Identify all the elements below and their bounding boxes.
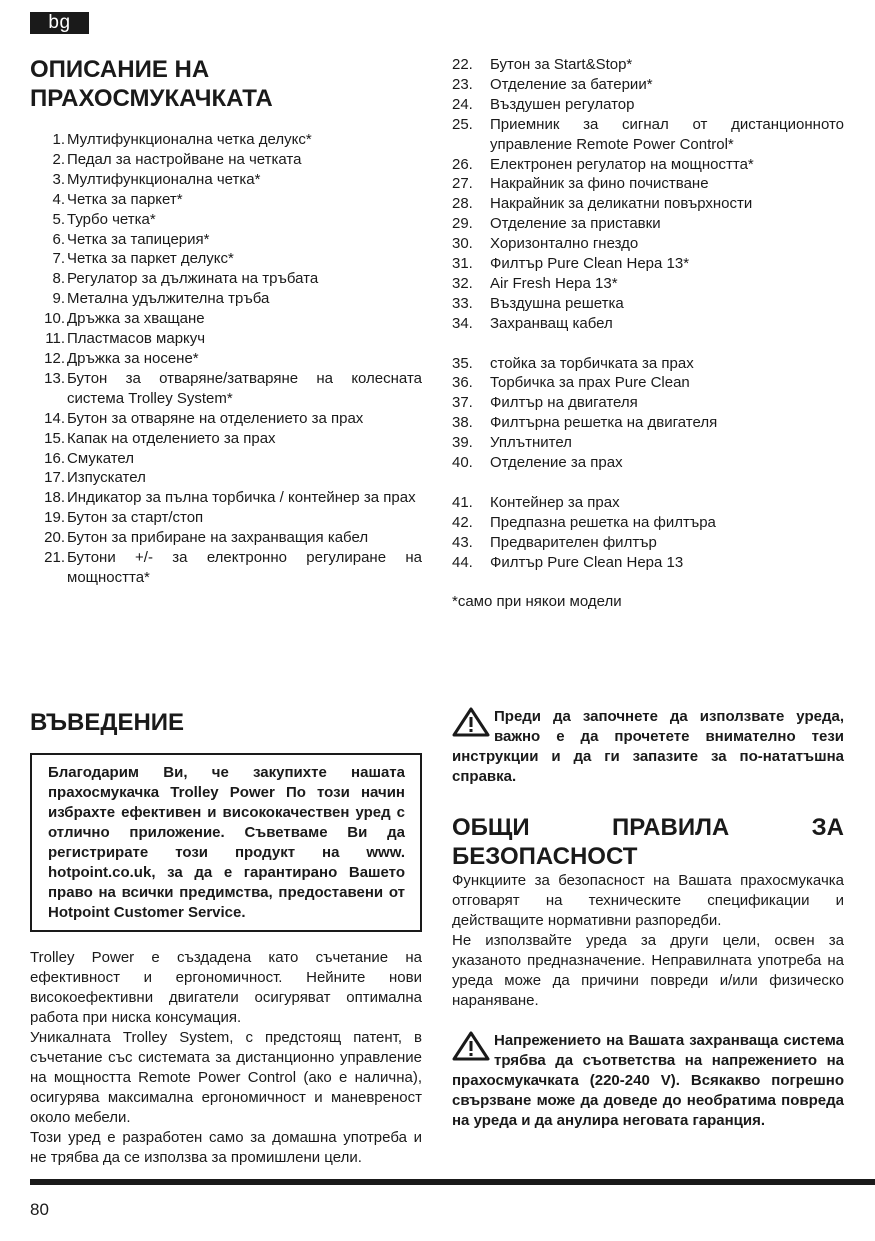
list-gap bbox=[452, 473, 844, 493]
item-text: Контейнер за прах bbox=[490, 493, 620, 511]
item-number: 32. bbox=[452, 274, 473, 292]
item-number: 26. bbox=[452, 155, 473, 173]
item-text: Капак на отделението за прах bbox=[67, 429, 276, 447]
item-text: Въздушна решетка bbox=[490, 294, 624, 312]
item-text: Пластмасов маркуч bbox=[67, 330, 206, 348]
safety-column bbox=[452, 707, 844, 1131]
item-text: Бутон за Start&Stop* bbox=[490, 56, 633, 73]
item-text: Мултифункционална четка делукс* bbox=[67, 131, 312, 148]
list-item bbox=[452, 354, 844, 374]
item-number: 2. bbox=[52, 150, 65, 168]
item-number: 35. bbox=[452, 354, 473, 372]
item-number: 28. bbox=[452, 195, 473, 213]
description-section bbox=[30, 55, 422, 588]
item-text: Филтър на двигателя bbox=[490, 394, 638, 412]
list-item bbox=[452, 433, 844, 453]
list-item bbox=[30, 170, 422, 190]
list-item bbox=[452, 294, 844, 314]
item-text: Смукател bbox=[67, 449, 135, 467]
parts-list-right-2 bbox=[452, 354, 844, 473]
description-title: ОПИСАНИЕ НА ПРАХОСМУКАЧКАТА bbox=[30, 56, 273, 112]
list-item bbox=[452, 254, 844, 274]
item-number: 30. bbox=[452, 235, 473, 253]
list-item bbox=[452, 55, 844, 75]
item-text: Индикатор за пълна торбичка / контейнер за прах bbox=[67, 489, 416, 507]
item-text: Предпазна решетка на филтъра bbox=[490, 513, 716, 531]
intro-paragraph: Този уред е разработен само за домашна употреба и не трябва да се използва за промишлени цели. bbox=[30, 1129, 422, 1166]
item-text: Хоризонтално гнездо bbox=[490, 235, 639, 253]
parts-list-left bbox=[30, 130, 422, 588]
list-item bbox=[452, 493, 844, 513]
item-text: Захранващ кабел bbox=[490, 314, 613, 332]
item-text: Предварителен филтър bbox=[490, 533, 657, 551]
thank-you-box: Благодарим Ви, че закупихте нашата прахосмукачка Trolley Power По този начин избрахте ефективен и висококачествен уред с отлично приложение. Съветваме Ви да регистрирате този продукт на www. hotpoint.co.uk, за да е гарантирано Вашето право на всички предимства, предоставени от Hotpoint Customer Service. bbox=[30, 753, 422, 932]
item-text: Отделение за батерии* bbox=[490, 75, 653, 93]
item-number: 8. bbox=[52, 270, 65, 288]
list-item bbox=[452, 274, 844, 294]
list-item bbox=[30, 269, 422, 289]
list-item bbox=[30, 468, 422, 488]
read-instructions-warning: Преди да започнете да използвате уреда, важно е да прочетете внимателно тези инструкции и да ги запазите за по-нататъшна справка. bbox=[452, 708, 844, 785]
list-item bbox=[30, 130, 422, 150]
item-number: 44. bbox=[452, 553, 473, 571]
list-item bbox=[452, 115, 844, 155]
parts-list-right-1 bbox=[452, 55, 844, 334]
item-number: 29. bbox=[452, 215, 473, 233]
item-number: 12. bbox=[44, 349, 65, 367]
list-item bbox=[30, 369, 422, 409]
language-tag: bg bbox=[30, 12, 89, 34]
item-text: Турбо четка* bbox=[67, 210, 156, 228]
list-item bbox=[452, 314, 844, 334]
item-text: Бутон за прибиране на захранващия кабел bbox=[67, 529, 369, 547]
list-item bbox=[30, 249, 422, 269]
item-number: 9. bbox=[52, 290, 65, 308]
item-text: Торбичка за прах Pure Clean bbox=[490, 374, 690, 392]
item-text: Метална удължителна тръба bbox=[67, 290, 270, 308]
list-item bbox=[30, 190, 422, 210]
list-item bbox=[452, 214, 844, 234]
list-item bbox=[452, 533, 844, 553]
item-text: Накрайник за фино почистване bbox=[490, 175, 709, 193]
list-item bbox=[30, 309, 422, 329]
item-number: 41. bbox=[452, 493, 473, 511]
item-number: 11. bbox=[45, 330, 65, 348]
item-number: 6. bbox=[52, 230, 65, 248]
list-item bbox=[30, 488, 422, 508]
warning-triangle-icon bbox=[452, 1031, 490, 1061]
item-number: 14. bbox=[44, 409, 65, 427]
models-footnote: *само при някои модели bbox=[452, 593, 622, 611]
list-item bbox=[452, 75, 844, 95]
item-number: 24. bbox=[452, 95, 473, 113]
item-number: 27. bbox=[452, 175, 473, 193]
page-number: 80 bbox=[30, 1200, 49, 1219]
item-text: Бутони +/- за електронно регулиране на мощността* bbox=[67, 549, 422, 586]
item-text: Уплътнител bbox=[490, 434, 572, 452]
item-number: 10. bbox=[44, 310, 65, 328]
item-number: 20. bbox=[44, 529, 65, 547]
list-item bbox=[452, 194, 844, 214]
item-number: 13. bbox=[44, 369, 65, 387]
item-text: Филтърна решетка на двигателя bbox=[490, 414, 718, 432]
safety-paragraph: Не използвайте уреда за други цели, освен за указаното предназначение. Неправилната употреба на уреда може да причини повреди и/или физическо нараняване. bbox=[452, 932, 844, 1009]
intro-paragraph: Trolley Power е създадена като съчетание на ефективност и ергономичност. Нейните нови високоефективни двигатели осигуряват оптимална работа при ниска консумация. bbox=[30, 949, 422, 1026]
item-text: Регулатор за дължината на тръбата bbox=[67, 270, 319, 288]
item-number: 34. bbox=[452, 314, 473, 332]
item-text: Приемник за сигнал от дистанционното управление Remote Power Control* bbox=[490, 115, 844, 153]
item-number: 43. bbox=[452, 533, 473, 551]
safety-title: ОБЩИ ПРАВИЛА ЗА БЕЗОПАСНОСТ bbox=[452, 814, 844, 870]
list-item bbox=[452, 234, 844, 254]
list-item bbox=[452, 155, 844, 175]
item-number: 40. bbox=[452, 454, 473, 472]
parts-list-right-3 bbox=[452, 493, 844, 573]
list-item bbox=[30, 349, 422, 369]
list-item bbox=[452, 513, 844, 533]
list-item bbox=[452, 174, 844, 194]
footer-rule bbox=[30, 1179, 875, 1185]
list-item bbox=[30, 508, 422, 528]
list-item bbox=[452, 373, 844, 393]
item-number: 7. bbox=[52, 250, 65, 268]
list-item bbox=[452, 393, 844, 413]
list-item bbox=[452, 95, 844, 115]
list-item bbox=[30, 150, 422, 170]
item-text: Въздушен регулатор bbox=[490, 95, 635, 113]
list-item bbox=[30, 409, 422, 429]
item-number: 17. bbox=[44, 469, 65, 487]
item-text: Дръжка за хващане bbox=[67, 310, 205, 328]
item-number: 15. bbox=[44, 429, 65, 447]
item-text: Филтър Pure Clean Hepa 13 bbox=[490, 553, 684, 571]
list-item bbox=[30, 210, 422, 230]
item-text: Изпускател bbox=[67, 469, 146, 487]
list-item bbox=[30, 230, 422, 250]
item-number: 22. bbox=[452, 56, 473, 73]
item-text: Накрайник за деликатни повърхности bbox=[490, 195, 753, 213]
list-item bbox=[30, 289, 422, 309]
item-number: 25. bbox=[452, 115, 473, 133]
item-text: Педал за настройване на четката bbox=[67, 150, 302, 168]
item-text: Дръжка за носене* bbox=[67, 349, 199, 367]
item-number: 33. bbox=[452, 294, 473, 312]
list-item bbox=[452, 413, 844, 433]
list-item bbox=[452, 553, 844, 573]
item-number: 5. bbox=[52, 210, 65, 228]
list-item bbox=[452, 453, 844, 473]
item-number: 38. bbox=[452, 414, 473, 432]
item-number: 36. bbox=[452, 374, 473, 392]
list-item bbox=[30, 329, 422, 349]
item-text: Електронен регулатор на мощността* bbox=[490, 155, 754, 173]
item-number: 31. bbox=[452, 255, 473, 273]
item-number: 42. bbox=[452, 513, 473, 531]
item-text: Филтър Pure Clean Hepa 13* bbox=[490, 255, 690, 273]
item-number: 19. bbox=[44, 509, 65, 527]
item-text: Четка за паркет* bbox=[67, 190, 183, 208]
item-number: 1. bbox=[52, 131, 65, 148]
item-text: Отделение за прах bbox=[490, 454, 623, 472]
item-text: Мултифункционална четка* bbox=[67, 170, 261, 188]
item-number: 21. bbox=[44, 549, 65, 567]
parts-list-continued bbox=[452, 55, 844, 612]
list-gap bbox=[452, 573, 844, 593]
intro-paragraph: Уникалната Trolley System, с предстоящ патент, в съчетание със системата за дистанционно управление на мощността Remote Power Control (ако е налична), осигурява максимална ергономичност и маневреност около мебели. bbox=[30, 1029, 422, 1126]
item-text: Бутон за отваряне/затваряне на колесната система Trolley System* bbox=[67, 369, 422, 407]
voltage-warning: Напрежението на Вашата захранваща система трябва да съответства на напрежението на прахосмукачката (220-240 V). Всякакво погрешно свързване може да доведе до необратима повреда на уреда и да анулира неговата гаранция. bbox=[452, 1032, 844, 1129]
item-number: 18. bbox=[44, 489, 65, 507]
item-number: 3. bbox=[52, 170, 65, 188]
item-number: 23. bbox=[452, 75, 473, 93]
item-number: 4. bbox=[52, 190, 65, 208]
list-gap bbox=[452, 334, 844, 354]
item-text: Бутон за старт/стоп bbox=[67, 509, 204, 527]
item-number: 37. bbox=[452, 394, 473, 412]
item-text: Отделение за приставки bbox=[490, 215, 661, 233]
item-text: Четка за тапицерия* bbox=[67, 230, 210, 248]
item-text: Бутон за отваряне на отделението за прах bbox=[67, 409, 364, 427]
list-item bbox=[30, 429, 422, 449]
list-item bbox=[30, 528, 422, 548]
item-number: 16. bbox=[44, 449, 65, 467]
intro-title: ВЪВЕДЕНИЕ bbox=[30, 709, 185, 736]
item-text: стойка за торбичката за прах bbox=[490, 354, 694, 372]
item-number: 39. bbox=[452, 434, 473, 452]
intro-section bbox=[30, 708, 422, 1168]
list-item bbox=[30, 449, 422, 469]
list-item bbox=[30, 548, 422, 588]
item-text: Air Fresh Hepa 13* bbox=[490, 274, 618, 292]
warning-triangle-icon bbox=[452, 707, 490, 737]
safety-paragraph: Функциите за безопасност на Вашата прахосмукачка отговарят на техническите спецификации и действащите нормативни разпоредби. bbox=[452, 872, 844, 929]
item-text: Четка за паркет делукс* bbox=[67, 250, 234, 268]
